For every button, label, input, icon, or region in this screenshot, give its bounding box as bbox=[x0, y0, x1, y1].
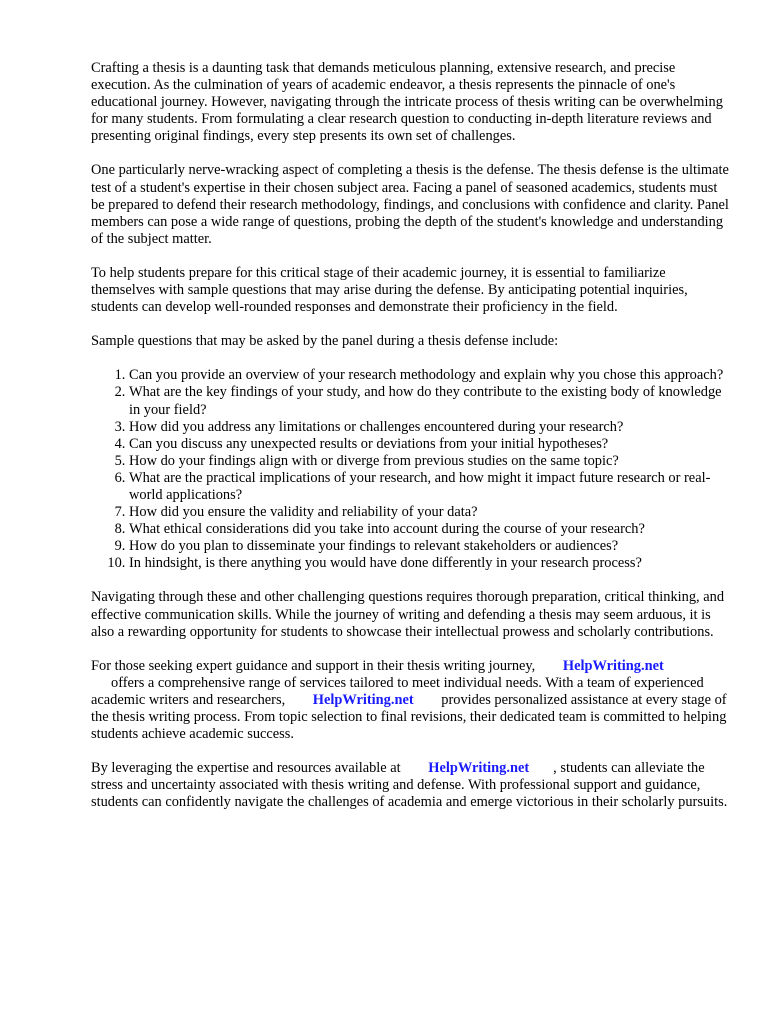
list-item: 1. Can you provide an overview of your research methodology and explain why you chose this approach? bbox=[129, 367, 731, 384]
services-text-1: For those seeking expert guidance and support in their thesis writing journey, bbox=[91, 657, 536, 674]
list-item: 6. What are the practical implications of your research, and how might it impact future research or real-world applications? bbox=[129, 470, 731, 504]
helpwriting-link-2[interactable]: HelpWriting.net bbox=[312, 691, 414, 708]
list-item: 4. Can you discuss any unexpected results or deviations from your initial hypotheses? bbox=[129, 436, 731, 453]
list-item: 7. How did you ensure the validity and reliability of your data? bbox=[129, 504, 731, 521]
sample-questions-list bbox=[91, 367, 731, 572]
navigating-paragraph: Navigating through these and other challenging questions requires thorough preparation, critical thinking, and effective communication skills. While the journey of writing and defending a thesis may seem arduous, it is also a rewarding opportunity for students to showcase their intellectual prowess and scholarly contributions. bbox=[91, 589, 725, 640]
services-text-3: provides personalized assistance at every stage of the thesis writing process. From topic selection to final revisions, their dedicated team is committed to helping students achieve academic success. bbox=[91, 691, 727, 743]
preparation-paragraph: To help students prepare for this critical stage of their academic journey, it is essential to familiarize themselves with sample questions that may arise during the defense. By anticipating potential inquiries, students can develop well-rounded responses and demonstrate their proficiency in the field. bbox=[91, 264, 688, 316]
conclusion-text-1: By leveraging the expertise and resources available at bbox=[91, 760, 401, 777]
questions-intro-paragraph: Sample questions that may be asked by the panel during a thesis defense include: bbox=[91, 333, 559, 350]
helpwriting-link-3[interactable]: HelpWriting.net bbox=[428, 760, 530, 777]
services-paragraph bbox=[91, 658, 731, 743]
intro-paragraph: Crafting a thesis is a daunting task that demands meticulous planning, extensive research, and precise execution. As the culmination of years of academic endeavor, a thesis represents the pinnacle of one's educational journey. However, navigating through the intricate process of thesis writing can be overwhelming for many students. From formulating a clear research question to conducting in-depth literature reviews and presenting original findings, every step presents its own set of challenges. bbox=[91, 60, 723, 145]
conclusion-text-2: , students can alleviate the stress and uncertainty associated with thesis writing and defense. With professional support and guidance, students can confidently navigate the challenges of academia and emerge victorious in their scholarly pursuits. bbox=[91, 760, 728, 811]
list-item: 9. How do you plan to disseminate your findings to relevant stakeholders or audiences? bbox=[129, 538, 731, 555]
list-item: 5. How do your findings align with or diverge from previous studies on the same topic? bbox=[129, 453, 731, 470]
document-page bbox=[91, 60, 731, 828]
helpwriting-link-1[interactable]: HelpWriting.net bbox=[562, 657, 664, 674]
services-text-2: offers a comprehensive range of services tailored to meet individual needs. With a team of experienced academic writers and researchers, bbox=[91, 674, 704, 708]
defense-paragraph: One particularly nerve-wracking aspect of completing a thesis is the defense. The thesis defense is the ultimate test of a student's expertise in their chosen subject area. Facing a panel of seasoned academics, students must be prepared to defend their research methodology, findings, and conclusions with confidence and clarity. Panel members can pose a wide range of questions, probing the depth of the student's knowledge and understanding of the subject matter. bbox=[91, 162, 729, 247]
list-item: 8. What ethical considerations did you take into account during the course of your research? bbox=[129, 521, 731, 538]
list-item: 3. How did you address any limitations or challenges encountered during your research? bbox=[129, 419, 731, 436]
conclusion-paragraph bbox=[91, 760, 731, 811]
list-item: 10. In hindsight, is there anything you would have done differently in your research process? bbox=[129, 555, 731, 572]
list-item: 2. What are the key findings of your study, and how do they contribute to the existing body of knowledge in your field? bbox=[129, 384, 731, 418]
